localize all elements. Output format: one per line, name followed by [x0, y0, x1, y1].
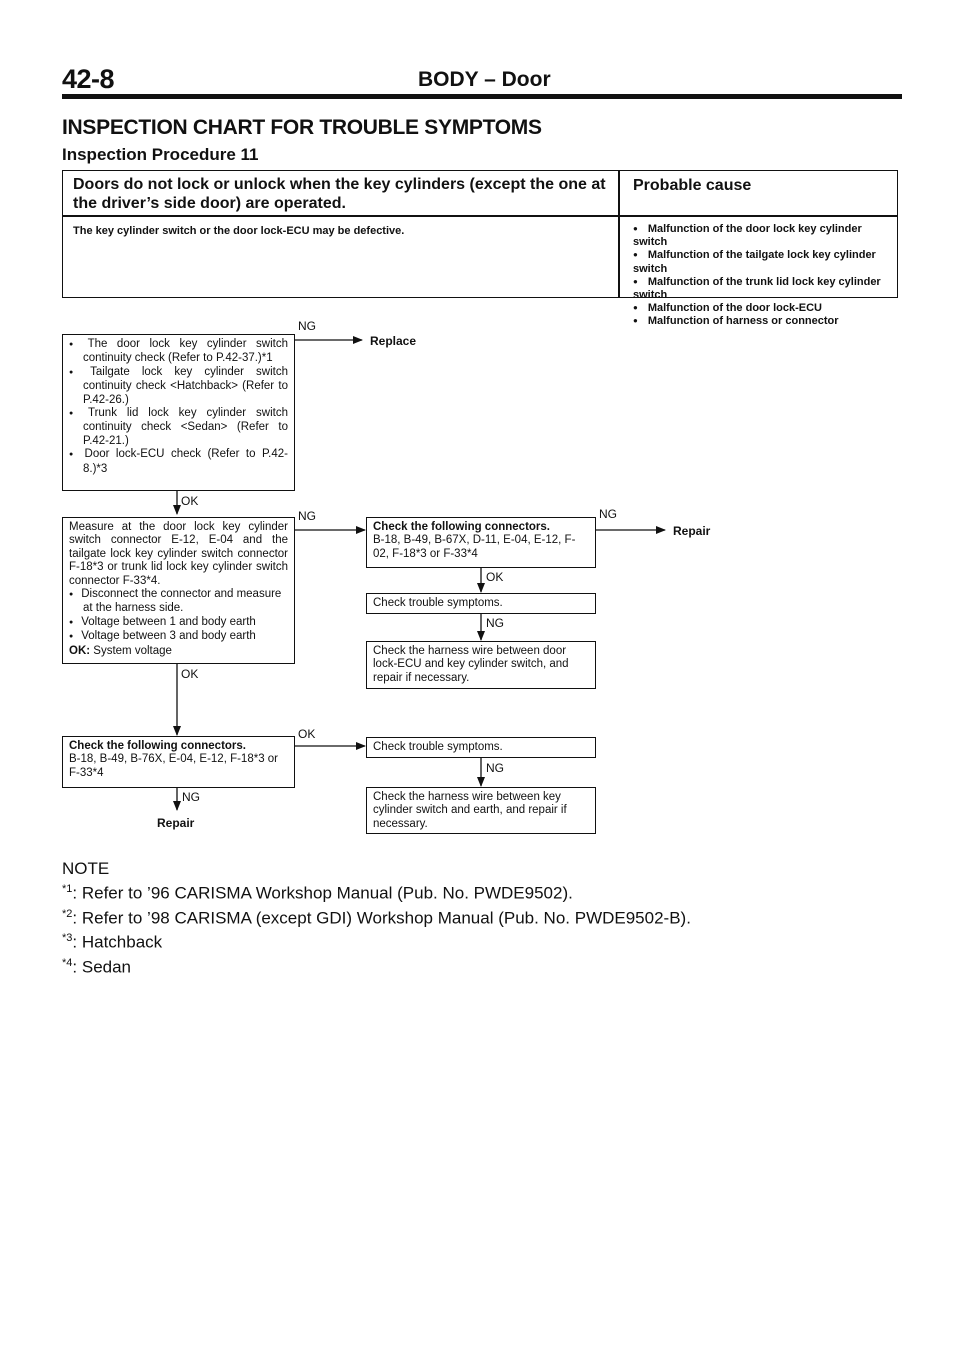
note-item [62, 928, 691, 953]
connector-check-title: Check the following connectors. [373, 521, 550, 533]
replace-action: Replace [370, 334, 417, 348]
ng-label: NG [486, 761, 504, 775]
list-item: ● Malfunction of the trunk lid lock key cylinder switch [633, 276, 897, 302]
page-header-title: BODY – Door [418, 68, 551, 91]
harness-check-box-1: Check the harness wire between door lock-ECU and key cylinder switch, and repair if necessary. [366, 641, 596, 689]
connector-check-list: B-18, B-49, B-67X, D-11, E-04, E-12, F-02, F-18*3 or F-33*4 [373, 534, 576, 560]
note-item [62, 953, 691, 978]
ok-criterion-label: OK: [69, 644, 91, 657]
note-mark: *4 [62, 956, 73, 969]
list-item: ● Malfunction of harness or connector [633, 315, 897, 328]
step2-ok-criterion [69, 645, 288, 658]
check-symptoms-box-2: Check trouble symptoms. [366, 737, 596, 758]
note-mark: *1 [62, 883, 73, 895]
step3-connector-box [62, 736, 295, 788]
harness-check-box-2: Check the harness wire between key cylinder switch and earth, and repair if necessary. [366, 787, 596, 834]
list-item: ● Disconnect the connector and measure at the harness side. [69, 588, 288, 616]
note-mark: *3 [62, 932, 73, 945]
section-title: INSPECTION CHART FOR TROUBLE SYMPTOMS [62, 116, 542, 139]
step2-measure-box [62, 517, 295, 664]
list-item: ● Tailgate lock key cylinder switch continuity check <Hatchback> (Refer to P.42-26.) [69, 366, 288, 407]
note-text: : Sedan [72, 957, 132, 977]
list-item: ● Voltage between 3 and body earth [69, 630, 288, 644]
probable-cause-heading: Probable cause [633, 177, 752, 194]
step2-intro: Measure at the door lock key cylinder switch connector E-12, E-04 and the tailgate lock key cylinder switch connector F-18*3 or trunk lid lock key cylinder switch connector F-33*4. [69, 521, 288, 587]
repair-action: Repair [157, 816, 195, 830]
ng-label: NG [486, 616, 504, 630]
connector-check-list: B-18, B-49, B-76X, E-04, E-12, F-18*3 or F-33*4 [69, 753, 279, 779]
note-text: : Refer to ’98 CARISMA (except GDI) Workshop Manual (Pub. No. PWDE9502-B). [72, 908, 691, 928]
note-mark: *2 [62, 907, 73, 920]
ng-label: NG [298, 319, 316, 333]
note-item [62, 904, 691, 929]
list-item: ● Trunk lid lock key cylinder switch continuity check <Sedan> (Refer to P.42-21.) [69, 407, 288, 448]
ok-label: OK [181, 494, 199, 508]
check-symptoms-box-1: Check trouble symptoms. [366, 593, 596, 614]
ok-label: OK [486, 570, 504, 584]
symptom-note: The key cylinder switch or the door lock-ECU may be defective. [73, 225, 405, 237]
note-item [62, 879, 691, 904]
connector-check-title: Check the following connectors. [69, 740, 246, 752]
ng-label: NG [599, 507, 617, 521]
list-item: ● Voltage between 1 and body earth [69, 616, 288, 630]
ok-label: OK [298, 727, 316, 741]
symptom-description: Doors do not lock or unlock when the key cylinders (except the one at the driver’s side door) are operated. [73, 176, 606, 212]
ng-label: NG [182, 790, 200, 804]
list-item: ● Malfunction of the door lock key cylinder switch [633, 223, 897, 249]
note-text: : Refer to ’96 CARISMA Workshop Manual (Pub. No. PWDE9502). [72, 883, 573, 903]
ok-criterion-value: System voltage [93, 644, 172, 657]
notes-section [62, 858, 691, 978]
procedure-title: Inspection Procedure 11 [62, 145, 259, 164]
repair-action: Repair [673, 524, 711, 538]
list-item: ● The door lock key cylinder switch continuity check (Refer to P.42-37.)*1 [69, 338, 288, 366]
note-text: : Hatchback [72, 932, 163, 952]
list-item: ● Door lock-ECU check (Refer to P.42-8.)*3 [69, 448, 288, 476]
notes-heading: NOTE [62, 859, 110, 878]
ok-label: OK [181, 667, 199, 681]
step1-check-box [62, 334, 295, 491]
list-item: ● Malfunction of the tailgate lock key cylinder switch [633, 249, 897, 275]
page-number: 42-8 [62, 64, 115, 94]
ng-label: NG [298, 509, 316, 523]
connector-check-box-1 [366, 517, 596, 568]
list-item: ● Malfunction of the door lock-ECU [633, 302, 897, 315]
